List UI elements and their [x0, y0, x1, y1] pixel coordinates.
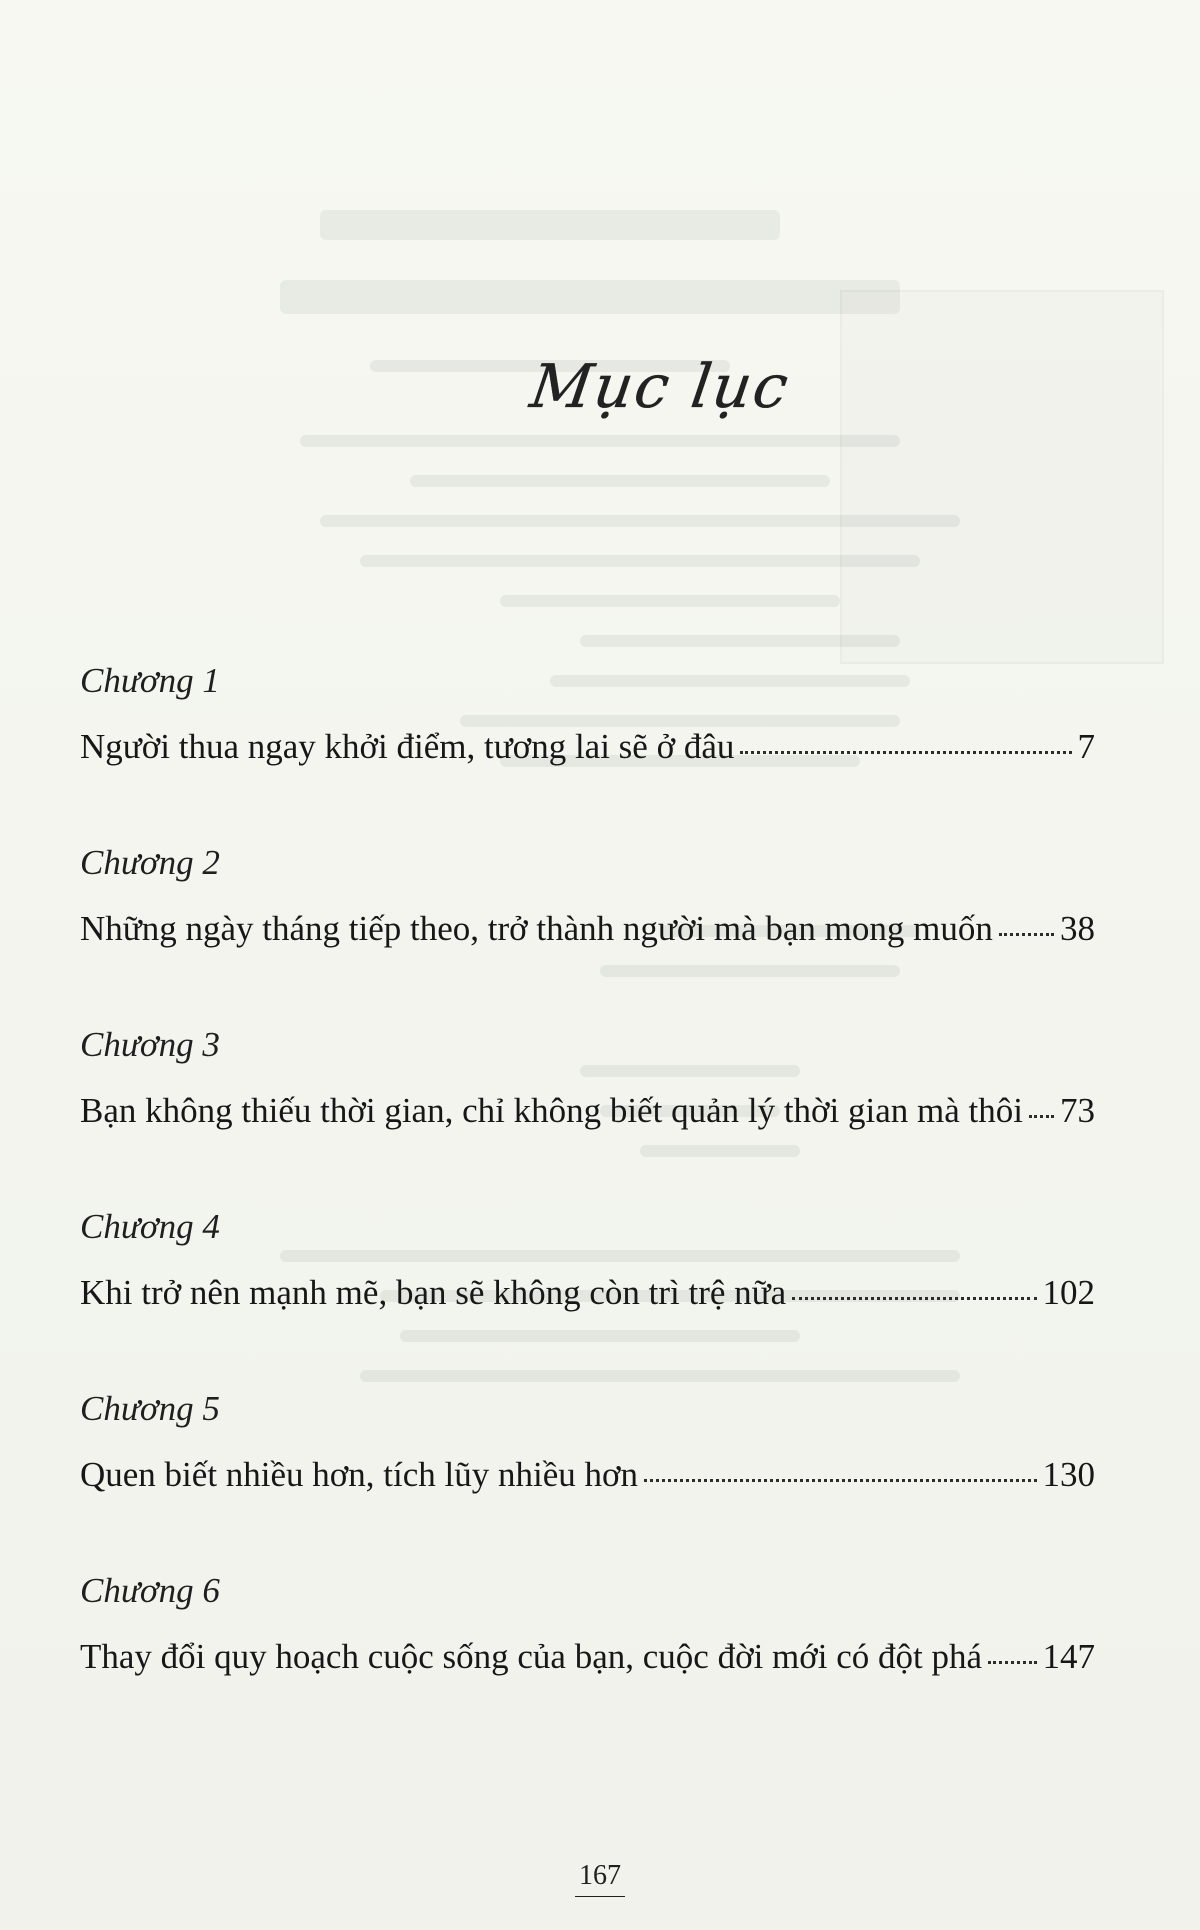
show-through-line [410, 475, 830, 487]
chapter-label: Chương 6 [80, 1571, 220, 1610]
toc-list [80, 656, 1095, 1748]
entry-page-number: 7 [1077, 727, 1095, 766]
entry-title: Quen biết nhiều hơn, tích lũy nhiều hơn [80, 1455, 639, 1494]
toc-title: Mục lục [525, 352, 795, 422]
dot-leader [740, 751, 1071, 754]
toc-chapter-2 [80, 838, 1095, 1020]
show-through-line [360, 555, 920, 567]
show-through-line [300, 435, 900, 447]
dot-leader [988, 1661, 1036, 1664]
toc-chapter-1 [80, 656, 1095, 838]
toc-entry [80, 1088, 1095, 1134]
entry-page-number: 73 [1060, 1091, 1095, 1130]
dot-leader [792, 1297, 1036, 1300]
toc-chapter-5 [80, 1384, 1095, 1566]
chapter-label: Chương 5 [80, 1389, 220, 1428]
dot-leader [1029, 1115, 1054, 1118]
toc-entry [80, 906, 1095, 952]
show-through-block [840, 290, 1164, 664]
entry-page-number: 102 [1042, 1273, 1095, 1312]
toc-entry [80, 1270, 1095, 1316]
dot-leader [644, 1479, 1036, 1482]
toc-entry [80, 724, 1095, 770]
show-through-line [580, 635, 900, 647]
chapter-label: Chương 4 [80, 1207, 220, 1246]
show-through-line [320, 515, 960, 527]
entry-title: Những ngày tháng tiếp theo, trở thành người mà bạn mong muốn [80, 909, 993, 948]
chapter-label: Chương 2 [80, 843, 220, 882]
chapter-label: Chương 1 [80, 661, 220, 700]
entry-page-number: 147 [1042, 1637, 1095, 1676]
entry-page-number: 130 [1042, 1455, 1095, 1494]
show-through-line [500, 595, 840, 607]
entry-title: Khi trở nên mạnh mẽ, bạn sẽ không còn trì trệ nữa [80, 1273, 787, 1312]
toc-chapter-6 [80, 1566, 1095, 1748]
entry-page-number: 38 [1060, 909, 1095, 948]
show-through-line [280, 280, 900, 314]
page-number-footer [0, 1860, 1200, 1897]
toc-chapter-4 [80, 1202, 1095, 1384]
toc-title-area [0, 352, 1200, 422]
page-number: 167 [575, 1860, 625, 1897]
entry-title: Người thua ngay khởi điểm, tương lai sẽ ở đâu [80, 727, 735, 766]
chapter-label: Chương 3 [80, 1025, 220, 1064]
entry-title: Bạn không thiếu thời gian, chỉ không biết quản lý thời gian mà thôi [80, 1091, 1024, 1130]
toc-entry [80, 1634, 1095, 1680]
dot-leader [999, 933, 1054, 936]
entry-title: Thay đổi quy hoạch cuộc sống của bạn, cuộc đời mới có đột phá [80, 1637, 983, 1676]
toc-chapter-3 [80, 1020, 1095, 1202]
show-through-line [320, 210, 780, 240]
toc-entry [80, 1452, 1095, 1498]
